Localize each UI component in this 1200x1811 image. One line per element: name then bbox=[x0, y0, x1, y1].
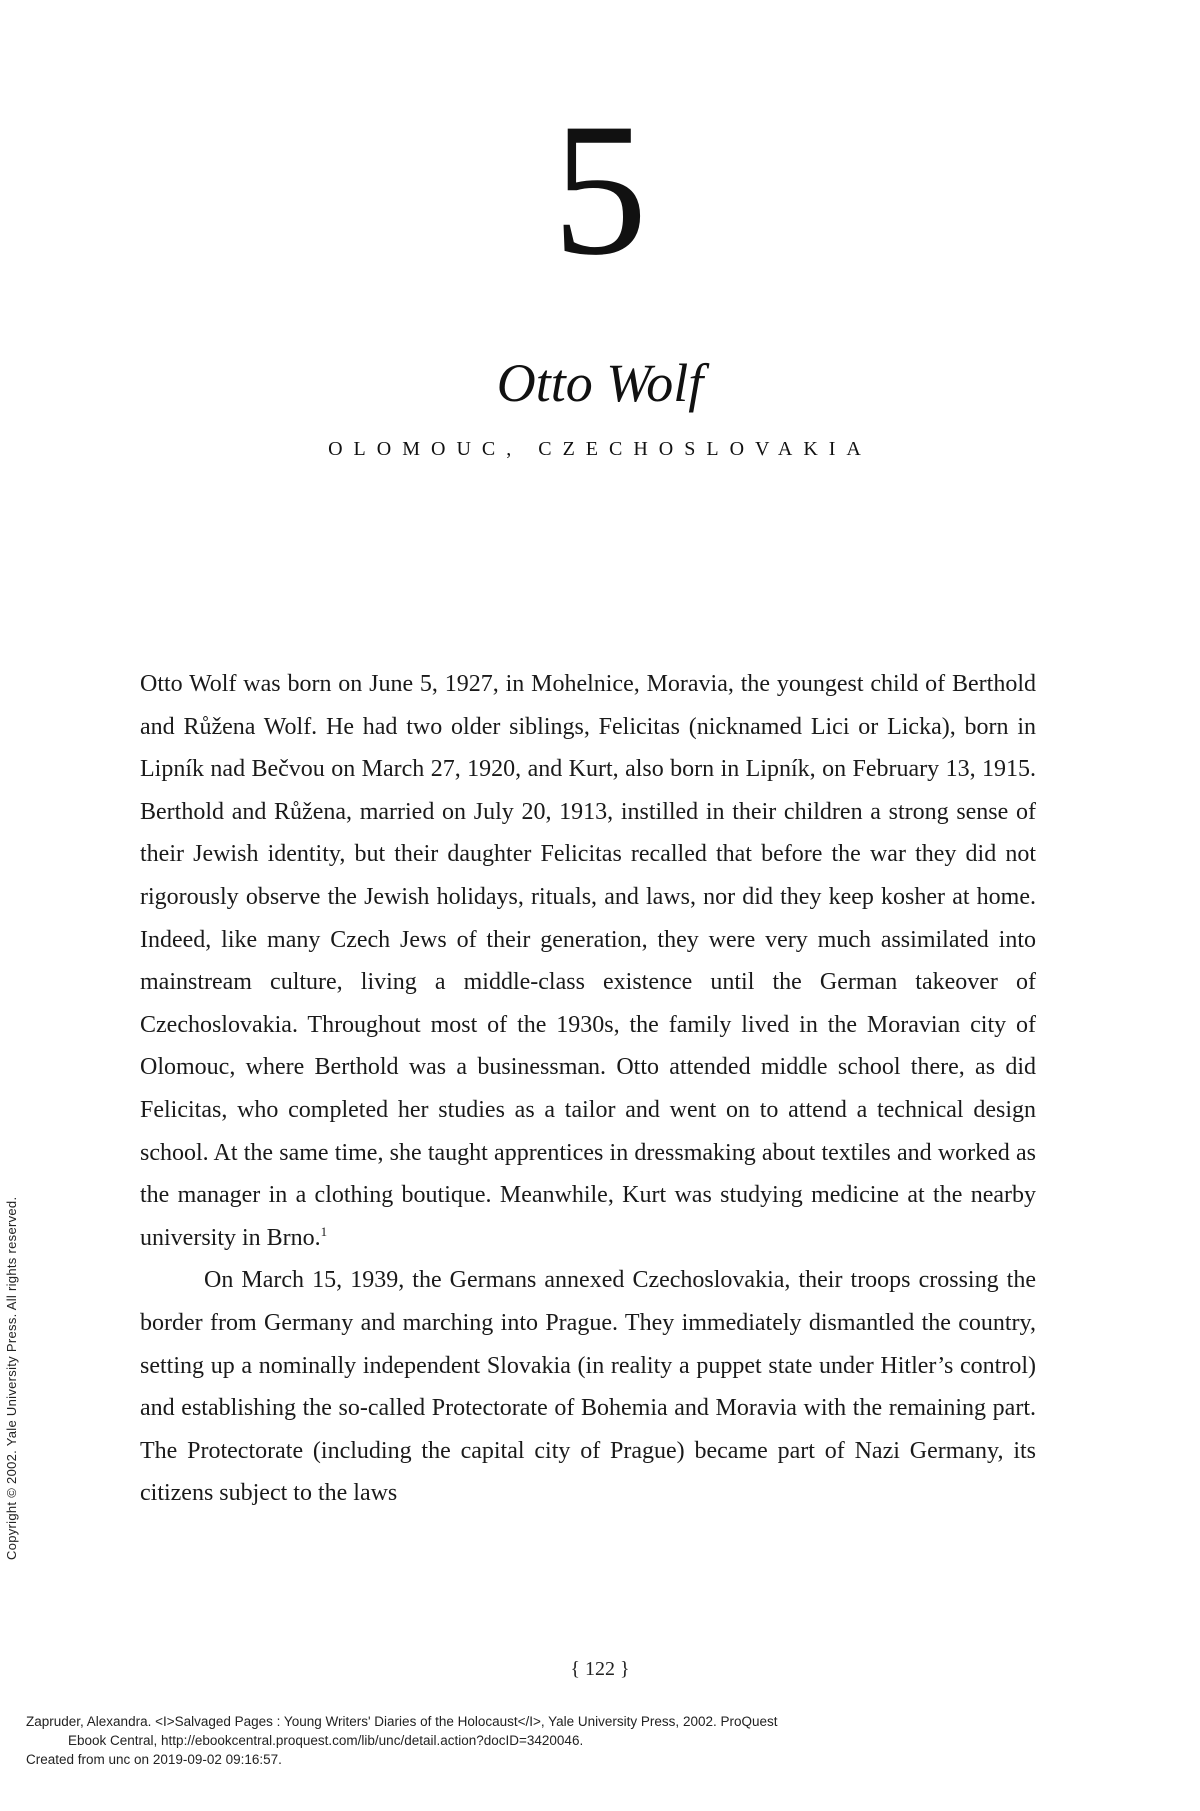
paragraph-1-text: Otto Wolf was born on June 5, 1927, in Mohelnice, Moravia, the youngest child of Berthold and Růžena Wolf. He had two older siblings, Felicitas (nicknamed Lici or Licka), born in Lipník nad Bečvou on March 27, 1920, and Kurt, also born in Lipník, on February 13, 1915. Berthold and Růžena, married on July 20, 1913, instilled in their children a strong sense of their Jewish identity, but their daughter Felicitas recalled that before the war they did not rigorously observe the Jewish holidays, rituals, and laws, nor did they keep kosher at home. Indeed, like many Czech Jews of their generation, they were very much assimilated into mainstream culture, living a middle-class existence until the German takeover of Czechoslovakia. Throughout most of the 1930s, the family lived in the Moravian city of Olomouc, where Berthold was a businessman. Otto attended middle school there, as did Felicitas, who completed her studies as a tailor and went on to attend a technical design school. At the same time, she taught apprentices in dressmaking about textiles and worked as the manager in a clothing boutique. Meanwhile, Kurt was studying medicine at the nearby university in Brno. bbox=[140, 671, 1036, 1251]
chapter-title: Otto Wolf bbox=[496, 353, 704, 413]
chapter-subtitle: OLOMOUC, CZECHOSLOVAKIA bbox=[328, 438, 872, 460]
side-copyright-notice: Copyright © 2002. Yale University Press. All rights reserved. bbox=[4, 1196, 19, 1560]
footnote-reference[interactable]: 1 bbox=[320, 1223, 328, 1239]
chapter-number: 5 bbox=[552, 85, 648, 295]
body-text bbox=[140, 663, 1036, 1515]
page-number: { 122 } bbox=[570, 1658, 630, 1680]
paragraph-1 bbox=[140, 663, 1036, 1259]
citation-line-3: Created from unc on 2019-09-02 09:16:57. bbox=[26, 1752, 282, 1767]
paragraph-2: On March 15, 1939, the Germans annexed Czechoslovakia, their troops crossing the border from Germany and marching into Prague. They immediately dismantled the country, setting up a nominally independent Slovakia (in reality a puppet state under Hitler’s control) and establishing the so-called Protectorate of Bohemia and Moravia with the remaining part. The Protectorate (including the capital city of Prague) became part of Nazi Germany, its citizens subject to the laws bbox=[140, 1267, 1036, 1507]
citation-footer bbox=[26, 1712, 1186, 1769]
citation-line-2[interactable]: Ebook Central, http://ebookcentral.proquest.com/lib/unc/detail.action?docID=3420046. bbox=[68, 1733, 584, 1748]
citation-line-1: Zapruder, Alexandra. <I>Salvaged Pages : Young Writers' Diaries of the Holocaust</I>, Yale University Press, 2002. ProQuest bbox=[26, 1714, 778, 1729]
